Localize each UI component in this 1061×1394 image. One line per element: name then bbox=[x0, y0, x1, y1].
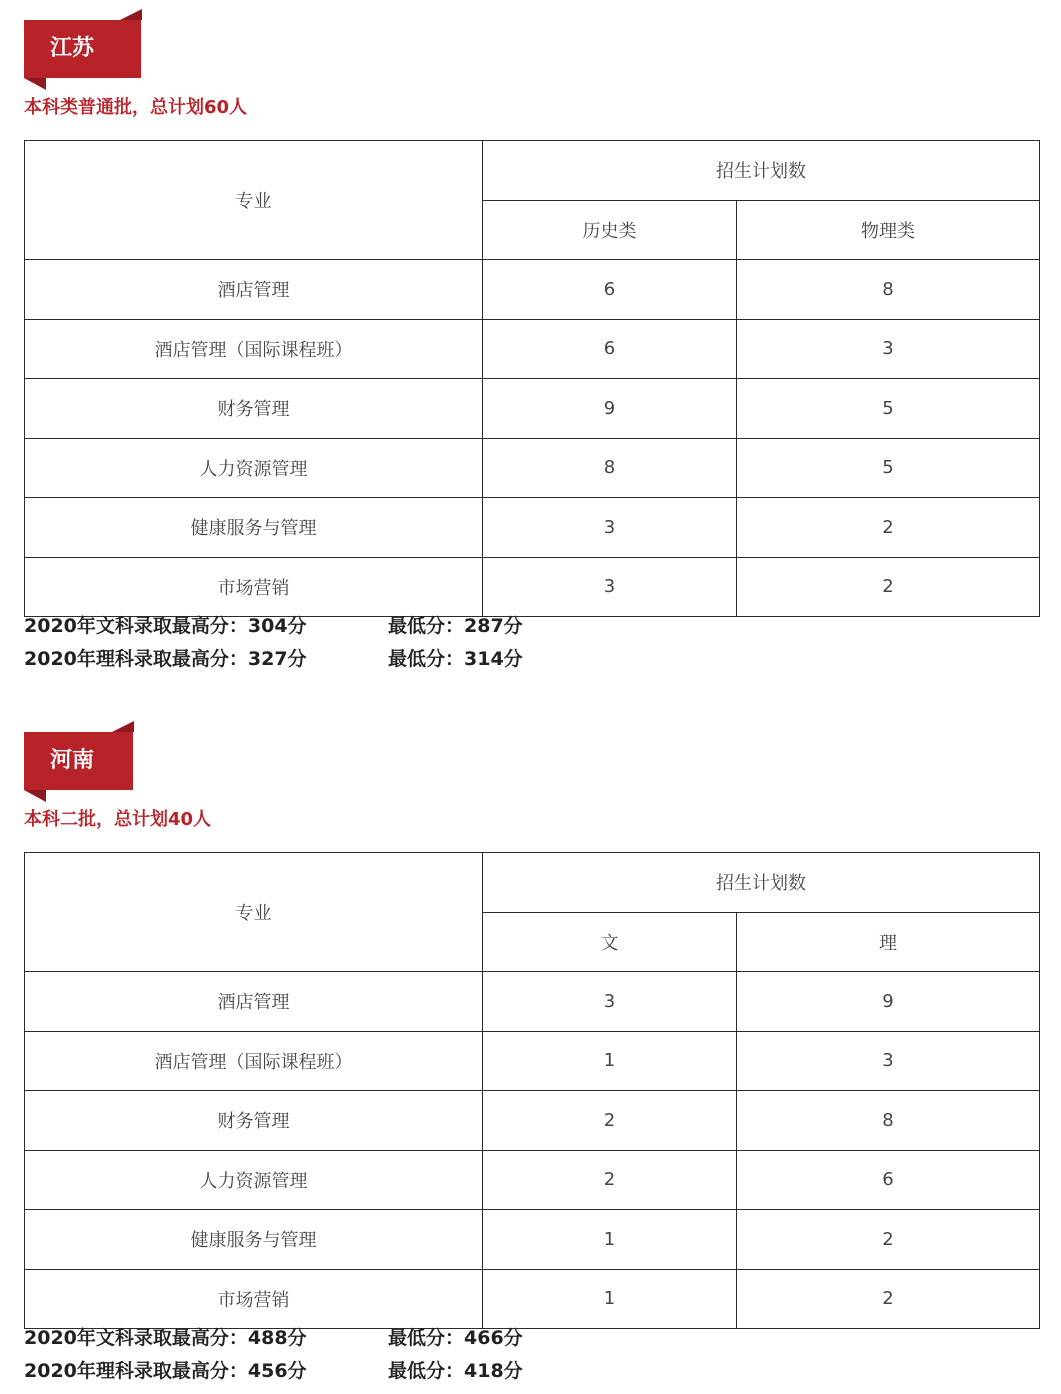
ribbon-fold-bottom bbox=[24, 78, 46, 90]
table-row bbox=[25, 260, 1040, 320]
enrollment-table bbox=[24, 140, 1040, 617]
count-cell: 5 bbox=[737, 379, 1040, 439]
plan-subtitle: 本科类普通批，总计划60人 bbox=[24, 97, 248, 118]
count-cell: 2 bbox=[737, 557, 1040, 617]
count-cell: 2 bbox=[483, 1150, 737, 1210]
table-row bbox=[25, 1150, 1040, 1210]
score-row-science bbox=[24, 643, 523, 676]
min-score: 最低分：287分 bbox=[388, 615, 523, 637]
table-row bbox=[25, 319, 1040, 379]
province-name: 河南 bbox=[50, 748, 95, 773]
table-row bbox=[25, 379, 1040, 439]
table-row bbox=[25, 438, 1040, 498]
count-cell: 2 bbox=[483, 1091, 737, 1151]
count-cell: 2 bbox=[737, 1210, 1040, 1270]
table-row bbox=[25, 972, 1040, 1032]
max-score: 2020年文科录取最高分：304分 bbox=[24, 615, 307, 637]
count-cell: 6 bbox=[483, 319, 737, 379]
history-column-header: 历史类 bbox=[483, 200, 737, 260]
province-tag bbox=[24, 732, 133, 790]
table-row bbox=[25, 1031, 1040, 1091]
table-row bbox=[25, 498, 1040, 558]
major-header: 专业 bbox=[25, 141, 483, 260]
major-cell: 酒店管理 bbox=[25, 260, 483, 320]
table-header-row bbox=[25, 141, 1040, 201]
ribbon-fold-top bbox=[120, 9, 142, 20]
count-cell: 8 bbox=[737, 1091, 1040, 1151]
major-cell: 市场营销 bbox=[25, 1269, 483, 1329]
score-summary bbox=[24, 610, 523, 676]
count-cell: 8 bbox=[483, 438, 737, 498]
count-cell: 9 bbox=[737, 972, 1040, 1032]
province-tag bbox=[24, 20, 141, 78]
score-row-liberal-arts bbox=[24, 1322, 523, 1355]
major-cell: 财务管理 bbox=[25, 379, 483, 439]
min-score: 最低分：418分 bbox=[388, 1360, 523, 1382]
count-cell: 3 bbox=[737, 1031, 1040, 1091]
major-cell: 人力资源管理 bbox=[25, 1150, 483, 1210]
max-score: 2020年理科录取最高分：327分 bbox=[24, 648, 307, 670]
major-cell: 健康服务与管理 bbox=[25, 498, 483, 558]
score-summary bbox=[24, 1322, 523, 1388]
ribbon-fold-bottom bbox=[24, 790, 46, 802]
ribbon-fold-top bbox=[112, 721, 134, 732]
physics-column-header: 物理类 bbox=[737, 200, 1040, 260]
major-cell: 健康服务与管理 bbox=[25, 1210, 483, 1270]
count-cell: 1 bbox=[483, 1269, 737, 1329]
min-score: 最低分：314分 bbox=[388, 648, 523, 670]
plan-header: 招生计划数 bbox=[483, 141, 1040, 201]
max-score: 2020年文科录取最高分：488分 bbox=[24, 1327, 307, 1349]
count-cell: 3 bbox=[483, 972, 737, 1032]
count-cell: 3 bbox=[483, 557, 737, 617]
count-cell: 3 bbox=[483, 498, 737, 558]
count-cell: 1 bbox=[483, 1031, 737, 1091]
count-cell: 2 bbox=[737, 1269, 1040, 1329]
count-cell: 8 bbox=[737, 260, 1040, 320]
major-cell: 酒店管理 bbox=[25, 972, 483, 1032]
table-row bbox=[25, 1210, 1040, 1270]
count-cell: 6 bbox=[483, 260, 737, 320]
count-cell: 6 bbox=[737, 1150, 1040, 1210]
count-cell: 5 bbox=[737, 438, 1040, 498]
major-cell: 财务管理 bbox=[25, 1091, 483, 1151]
score-row-liberal-arts bbox=[24, 610, 523, 643]
major-cell: 酒店管理（国际课程班） bbox=[25, 319, 483, 379]
score-row-science bbox=[24, 1355, 523, 1388]
province-name: 江苏 bbox=[50, 36, 95, 61]
count-cell: 1 bbox=[483, 1210, 737, 1270]
major-cell: 人力资源管理 bbox=[25, 438, 483, 498]
min-score: 最低分：466分 bbox=[388, 1327, 523, 1349]
count-cell: 2 bbox=[737, 498, 1040, 558]
enrollment-table bbox=[24, 852, 1040, 1329]
major-cell: 市场营销 bbox=[25, 557, 483, 617]
max-score: 2020年理科录取最高分：456分 bbox=[24, 1360, 307, 1382]
table-row bbox=[25, 1091, 1040, 1151]
liberal-arts-column-header: 文 bbox=[483, 912, 737, 972]
major-cell: 酒店管理（国际课程班） bbox=[25, 1031, 483, 1091]
plan-header: 招生计划数 bbox=[483, 853, 1040, 913]
major-header: 专业 bbox=[25, 853, 483, 972]
table-row bbox=[25, 557, 1040, 617]
science-column-header: 理 bbox=[737, 912, 1040, 972]
table-header-row bbox=[25, 853, 1040, 913]
count-cell: 3 bbox=[737, 319, 1040, 379]
count-cell: 9 bbox=[483, 379, 737, 439]
plan-subtitle: 本科二批，总计划40人 bbox=[24, 809, 212, 830]
table-row bbox=[25, 1269, 1040, 1329]
